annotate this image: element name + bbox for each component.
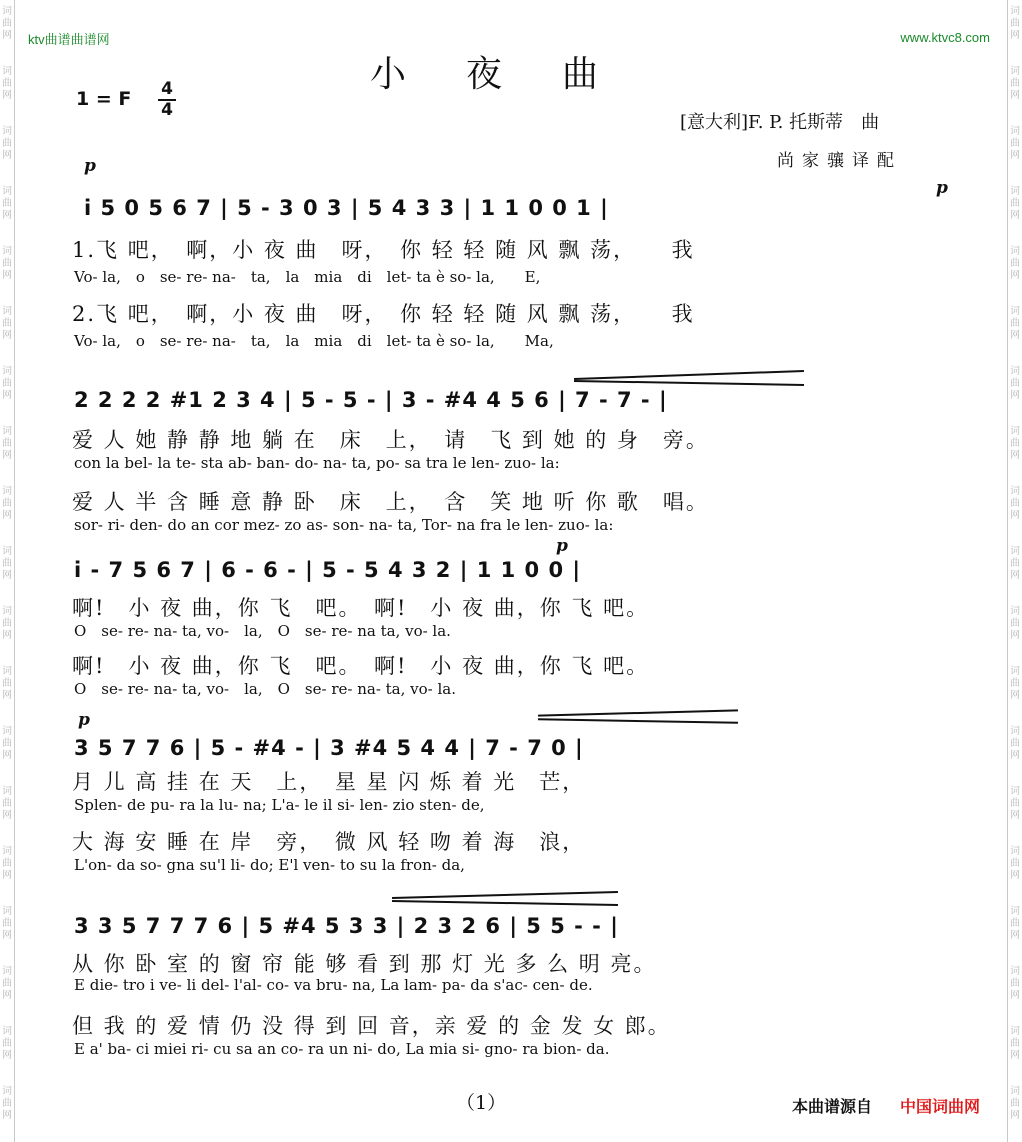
dynamic-marking: p — [84, 156, 96, 176]
watermark-char: 曲 — [1010, 918, 1020, 929]
lyrics-chinese-verse-1: 爱 人 她 静 静 地 躺 在 床 上， 请 飞 到 她 的 身 旁。 — [72, 428, 709, 452]
watermark-char: 词 — [2, 186, 12, 197]
watermark-char: 网 — [1010, 510, 1020, 521]
watermark-char: 词 — [2, 1086, 12, 1097]
watermark-char: 词 — [2, 66, 12, 77]
watermark-char: 词 — [1010, 966, 1020, 977]
watermark-char: 曲 — [1010, 498, 1020, 509]
watermark-char: 网 — [1010, 690, 1020, 701]
watermark-char: 词 — [2, 306, 12, 317]
watermark-char: 曲 — [1010, 1098, 1020, 1109]
watermark-char: 词 — [2, 486, 12, 497]
watermark-char: 词 — [2, 966, 12, 977]
watermark-char: 网 — [1010, 90, 1020, 101]
watermark-char: 网 — [1010, 1050, 1020, 1061]
time-signature-bottom: 4 — [161, 100, 173, 120]
crescendo-hairpin — [574, 380, 804, 386]
watermark-char: 网 — [1010, 750, 1020, 761]
score-row-3 — [54, 536, 974, 718]
dynamic-marking: p — [936, 178, 948, 198]
watermark-char: 网 — [2, 30, 12, 41]
page-number: （1） — [456, 1092, 507, 1114]
watermark-char: 曲 — [2, 678, 12, 689]
watermark-char: 曲 — [1010, 138, 1020, 149]
watermark-char: 词 — [2, 126, 12, 137]
watermark-char: 曲 — [2, 378, 12, 389]
watermark-char: 词 — [1010, 6, 1020, 17]
watermark-char: 网 — [2, 330, 12, 341]
watermark-char: 曲 — [2, 558, 12, 569]
watermark-char: 词 — [1010, 1026, 1020, 1037]
watermark-char: 曲 — [1010, 198, 1020, 209]
watermark-char: 曲 — [2, 318, 12, 329]
composer-credit: [意大利]F. P. 托斯蒂 曲 — [680, 112, 880, 133]
watermark-char: 网 — [2, 90, 12, 101]
right-watermark-strip — [1007, 0, 1022, 1142]
watermark-char: 网 — [1010, 1110, 1020, 1121]
watermark-char: 网 — [2, 750, 12, 761]
watermark-char: 词 — [2, 1026, 12, 1037]
watermark-char: 曲 — [1010, 1038, 1020, 1049]
watermark-char: 词 — [1010, 666, 1020, 677]
score-row-2 — [54, 388, 974, 548]
watermark-char: 网 — [1010, 930, 1020, 941]
watermark-char: 曲 — [1010, 978, 1020, 989]
watermark-char: 曲 — [2, 978, 12, 989]
watermark-char: 曲 — [1010, 738, 1020, 749]
lyrics-chinese-verse-2: 大 海 安 睡 在 岸 旁， 微 风 轻 吻 着 海 浪， — [72, 830, 586, 854]
watermark-char: 网 — [1010, 150, 1020, 161]
watermark-char: 网 — [2, 150, 12, 161]
watermark-char: 曲 — [1010, 258, 1020, 269]
dynamic-marking: p — [78, 710, 90, 730]
watermark-char: 曲 — [1010, 858, 1020, 869]
watermark-char: 词 — [2, 726, 12, 737]
watermark-char: 词 — [1010, 546, 1020, 557]
lyrics-italian-verse-1: Vo- la, o se- re- na- ta, la mia di let- ta è so- la, E, — [74, 268, 541, 286]
watermark-char: 词 — [1010, 366, 1020, 377]
watermark-char: 网 — [1010, 390, 1020, 401]
watermark-char: 网 — [1010, 870, 1020, 881]
watermark-char: 网 — [1010, 30, 1020, 41]
time-signature — [156, 80, 178, 120]
lyrics-chinese-verse-2: 啊! 小 夜 曲，你 飞 吧。 啊! 小 夜 曲，你 飞 吧。 — [72, 654, 650, 678]
lyrics-chinese-verse-2: 但 我 的 爱 情 仍 没 得 到 回 音，亲 爱 的 金 发 女 郎。 — [72, 1014, 671, 1038]
watermark-char: 网 — [2, 990, 12, 1001]
song-title: 小夜曲 — [370, 54, 659, 95]
watermark-char: 词 — [1010, 486, 1020, 497]
crescendo-hairpin — [538, 718, 738, 723]
watermark-char: 词 — [1010, 426, 1020, 437]
watermark-char: 曲 — [1010, 678, 1020, 689]
watermark-char: 词 — [1010, 246, 1020, 257]
score-row-4 — [54, 710, 974, 896]
watermark-char: 词 — [2, 666, 12, 677]
watermark-char: 网 — [1010, 630, 1020, 641]
watermark-char: 曲 — [2, 198, 12, 209]
watermark-char: 曲 — [2, 258, 12, 269]
watermark-char: 曲 — [1010, 618, 1020, 629]
watermark-char: 网 — [2, 270, 12, 281]
watermark-char: 词 — [1010, 306, 1020, 317]
lyrics-chinese-verse-1: 啊! 小 夜 曲，你 飞 吧。 啊! 小 夜 曲，你 飞 吧。 — [72, 596, 650, 620]
lyrics-italian-verse-2: sor- ri- den- do an cor mez- zo as- son- na- ta, Tor- na fra le len- zuo- la: — [74, 516, 614, 534]
crescendo-hairpin — [392, 900, 618, 906]
source-url-right: www.ktvc8.com — [900, 30, 990, 45]
watermark-char: 词 — [1010, 726, 1020, 737]
key-signature: 1 = F — [76, 88, 132, 110]
watermark-char: 曲 — [2, 858, 12, 869]
watermark-char: 网 — [2, 690, 12, 701]
watermark-char: 词 — [1010, 66, 1020, 77]
watermark-char: 曲 — [1010, 18, 1020, 29]
watermark-char: 网 — [2, 1110, 12, 1121]
watermark-char: 曲 — [2, 498, 12, 509]
time-signature-top: 4 — [161, 79, 173, 99]
watermark-char: 曲 — [2, 798, 12, 809]
watermark-char: 词 — [2, 786, 12, 797]
crescendo-hairpin — [574, 370, 804, 380]
watermark-char: 词 — [2, 606, 12, 617]
watermark-char: 曲 — [1010, 378, 1020, 389]
score-row-5 — [54, 914, 974, 1074]
watermark-char: 网 — [2, 510, 12, 521]
watermark-char: 曲 — [2, 738, 12, 749]
watermark-char: 词 — [2, 426, 12, 437]
footer-credit-label: 本曲谱源自 — [792, 1097, 873, 1116]
notation-line: 3 3 5 7 7 7 6 | 5 #4 5 3 3 | 2 3 2 6 | 5 5 - - | — [74, 914, 619, 938]
lyrics-italian-verse-1: E die- tro i ve- li del- l'al- co- va bru- na, La lam- pa- da s'ac- cen- de. — [74, 976, 593, 994]
watermark-char: 网 — [2, 870, 12, 881]
watermark-char: 词 — [2, 246, 12, 257]
watermark-char: 曲 — [2, 1038, 12, 1049]
watermark-char: 词 — [1010, 786, 1020, 797]
watermark-char: 网 — [2, 810, 12, 821]
notation-line: i 5 0 5 6 7 | 5 - 3 0 3 | 5 4 3 3 | 1 1 0 0 1 | — [84, 196, 609, 220]
translator-credit: 尚家骧译配 — [777, 151, 902, 171]
watermark-char: 网 — [2, 630, 12, 641]
watermark-char: 网 — [1010, 570, 1020, 581]
watermark-char: 词 — [2, 366, 12, 377]
lyrics-italian-verse-2: Vo- la, o se- re- na- ta, la mia di let- ta è so- la, Ma, — [74, 332, 554, 350]
watermark-char: 词 — [1010, 1086, 1020, 1097]
watermark-char: 曲 — [2, 438, 12, 449]
lyrics-italian-verse-2: E a' ba- ci miei ri- cu sa an co- ra un ni- do, La mia si- gno- ra bion- da. — [74, 1040, 610, 1058]
watermark-char: 网 — [1010, 990, 1020, 1001]
watermark-char: 词 — [1010, 606, 1020, 617]
watermark-char: 曲 — [1010, 78, 1020, 89]
watermark-char: 词 — [1010, 906, 1020, 917]
lyrics-italian-verse-1: con la bel- la te- sta ab- ban- do- na- ta, po- sa tra le len- zuo- la: — [74, 454, 560, 472]
lyrics-italian-verse-2: O se- re- na- ta, vo- la, O se- re- na- ta, vo- la. — [74, 680, 457, 698]
watermark-char: 网 — [1010, 810, 1020, 821]
watermark-char: 网 — [2, 570, 12, 581]
watermark-char: 词 — [2, 846, 12, 857]
watermark-char: 曲 — [1010, 558, 1020, 569]
lyrics-italian-verse-2: L'on- da so- gna su'l li- do; E'l ven- to su la fron- da, — [74, 856, 465, 874]
watermark-char: 网 — [1010, 270, 1020, 281]
watermark-char: 曲 — [1010, 318, 1020, 329]
watermark-char: 网 — [1010, 210, 1020, 221]
watermark-char: 曲 — [1010, 798, 1020, 809]
footer-credit-site: 中国词曲网 — [900, 1097, 981, 1116]
notation-line: 3 5 7 7 6 | 5 - #4 - | 3 #4 5 4 4 | 7 - 7 0 | — [74, 736, 584, 760]
lyrics-italian-verse-1: O se- re- na- ta, vo- la, O se- re- na ta, vo- la. — [74, 622, 451, 640]
watermark-char: 词 — [2, 546, 12, 557]
watermark-char: 网 — [2, 930, 12, 941]
lyrics-chinese-verse-1: 月 儿 高 挂 在 天 上， 星 星 闪 烁 着 光 芒， — [72, 770, 586, 794]
watermark-char: 曲 — [2, 918, 12, 929]
watermark-char: 曲 — [2, 18, 12, 29]
watermark-char: 词 — [2, 906, 12, 917]
watermark-char: 曲 — [2, 138, 12, 149]
watermark-char: 网 — [2, 1050, 12, 1061]
watermark-char: 曲 — [2, 78, 12, 89]
watermark-char: 曲 — [2, 618, 12, 629]
notation-line: i - 7 5 6 7 | 6 - 6 - | 5 - 5 4 3 2 | 1 1 0 0 | — [74, 558, 582, 582]
watermark-char: 网 — [1010, 450, 1020, 461]
left-watermark-strip — [0, 0, 15, 1142]
watermark-char: 词 — [2, 6, 12, 17]
lyrics-chinese-verse-1: 从 你 卧 室 的 窗 帘 能 够 看 到 那 灯 光 多 么 明 亮。 — [72, 952, 657, 976]
watermark-char: 网 — [2, 450, 12, 461]
watermark-char: 网 — [2, 210, 12, 221]
lyrics-italian-verse-1: Splen- de pu- ra la lu- na; L'a- le il si- len- zio sten- de, — [74, 796, 485, 814]
lyrics-chinese-verse-2: 爱 人 半 含 睡 意 静 卧 床 上， 含 笑 地 听 你 歌 唱。 — [72, 490, 709, 514]
notation-line: 2 2 2 2 #1 2 3 4 | 5 - 5 - | 3 - #4 4 5 6 | 7 - 7 - | — [74, 388, 668, 412]
dynamic-marking: p — [556, 536, 568, 556]
lyrics-chinese-verse-2: 2.飞 吧， 啊，小 夜 曲 呀， 你 轻 轻 随 风 飘 荡， 我 — [72, 302, 695, 326]
watermark-char: 曲 — [1010, 438, 1020, 449]
watermark-char: 网 — [1010, 330, 1020, 341]
watermark-char: 词 — [1010, 126, 1020, 137]
watermark-char: 词 — [1010, 846, 1020, 857]
watermark-char: 词 — [1010, 186, 1020, 197]
watermark-char: 网 — [2, 390, 12, 401]
lyrics-chinese-verse-1: 1.飞 吧， 啊，小 夜 曲 呀， 你 轻 轻 随 风 飘 荡， 我 — [72, 238, 695, 262]
source-label-left: ktv曲谱曲谱网 — [28, 32, 110, 47]
watermark-char: 曲 — [2, 1098, 12, 1109]
